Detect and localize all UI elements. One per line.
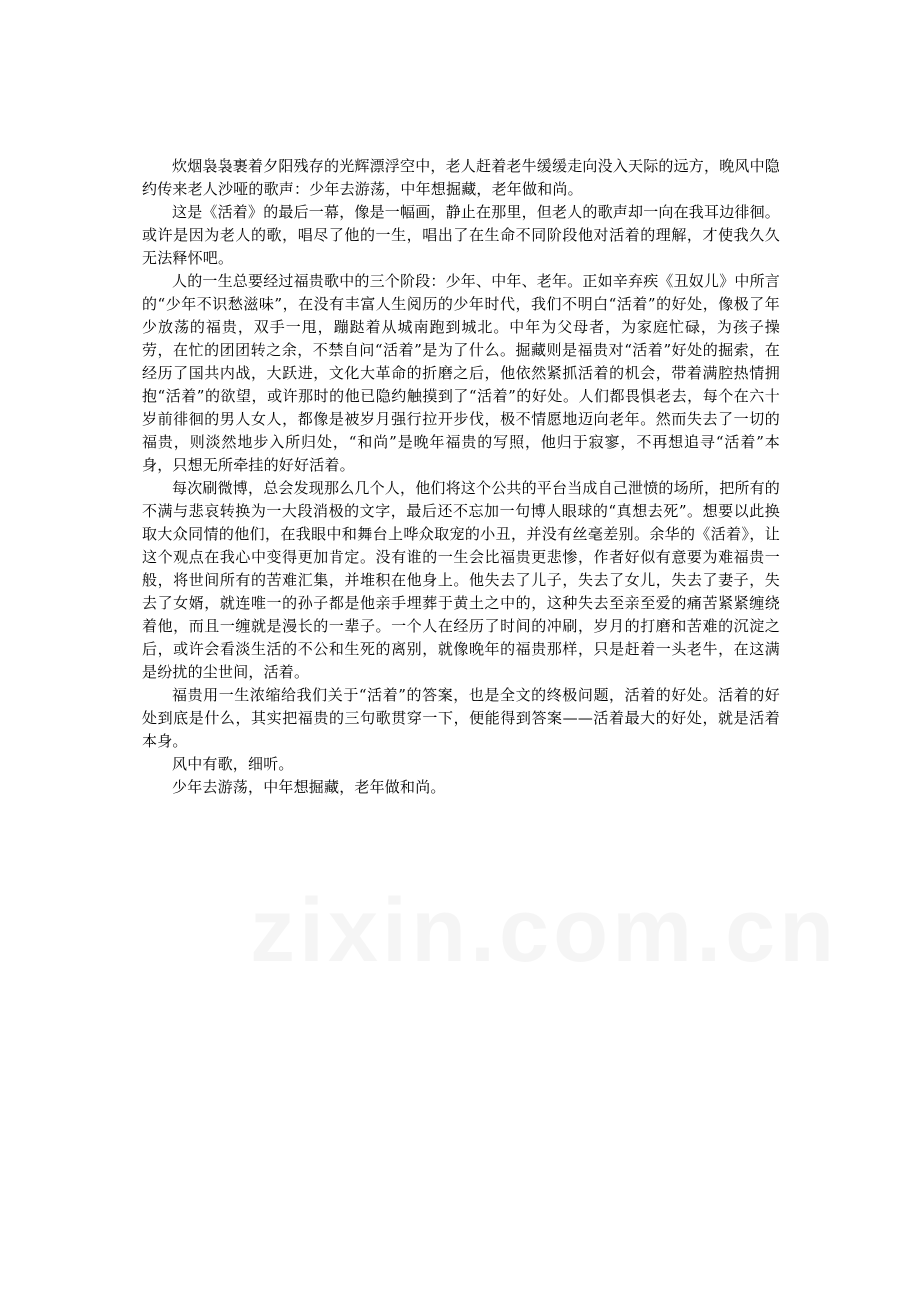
paragraph-1: 炊烟袅袅裹着夕阳残存的光辉漂浮空中，老人赶着老牛缓缓走向没入天际的远方，晚风中隐约传来老人沙哑的歌声：少年去游荡，中年想掘藏，老年做和尚。 bbox=[142, 157, 781, 198]
paragraph-2: 这是《活着》的最后一幕，像是一幅画，静止在那里，但老人的歌声却一向在我耳边徘徊。或许是因为老人的歌，唱尽了他的一生，唱出了在生命不同阶段他对活着的理解，才使我久久无法释怀吧。 bbox=[142, 203, 781, 267]
paragraph-5: 福贵用一生浓缩给我们关于“活着”的答案，也是全文的终极问题，活着的好处。活着的好处到底是什么，其实把福贵的三句歌贯穿一下，便能得到答案——活着最大的好处，就是活着本身。 bbox=[142, 686, 780, 750]
paragraph-4: 每次刷微博，总会发现那么几个人，他们将这个公共的平台当成自己泄愤的场所，把所有的不满与悲哀转换为一大段消极的文字，最后还不忘加一句博人眼球的“真想去死”。想要以此换取大众同情的他们，在我眼中和舞台上哗众取宠的小丑，并没有丝毫差别。余华的《活着》，让这个观点在我心中变得更加肯定。没有谁的一生会比福贵更悲惨，作者好似有意要为难福贵一般，将世间所有的苦难汇集，并堆积在他身上。他失去了儿子，失去了女儿，失去了妻子，失去了女婿，就连唯一的孙子都是他亲手埋葬于黄土之中的，这种失去至亲至爱的痛苦紧紧缠绕着他，而且一缠就是漫长的一辈子。一个人在经历了时间的冲刷，岁月的打磨和苦难的沉淀之后，或许会看淡生活的不公和生死的离别，就像晚年的福贵那样，只是赶着一头老牛，在这满是纷扰的尘世间，活着。 bbox=[142, 479, 781, 681]
watermark bbox=[250, 880, 838, 983]
paragraph-7: 少年去游荡，中年想掘藏，老年做和尚。 bbox=[172, 778, 446, 796]
document-body bbox=[142, 155, 780, 799]
paragraph-6: 风中有歌，细听。 bbox=[172, 755, 294, 773]
paragraph-3: 人的一生总要经过福贵歌中的三个阶段：少年、中年、老年。正如辛弃疾《丑奴儿》中所言的“少年不识愁滋味”，在没有丰富人生阅历的少年时代，我们不明白“活着”的好处，像极了年少放荡的福贵，双手一甩，蹦跶着从城南跑到城北。中年为父母者，为家庭忙碌，为孩子操劳，在忙的团团转之余，不禁自问“活着”是为了什么。掘藏则是福贵对“活着”好处的掘索，在经历了国共内战，大跃进，文化大革命的折磨之后，他依然紧抓活着的机会，带着满腔热情拥抱“活着”的欲望，或许那时的他已隐约触摸到了“活着”的好处。人们都畏惧老去，每个在六十岁前徘徊的男人女人，都像是被岁月强行拉开步伐，极不情愿地迈向老年。然而失去了一切的福贵，则淡然地步入所归处，“和尚”是晚年福贵的写照，他归于寂寥，不再想追寻“活着”本身，只想无所牵挂的好好活着。 bbox=[142, 272, 781, 474]
